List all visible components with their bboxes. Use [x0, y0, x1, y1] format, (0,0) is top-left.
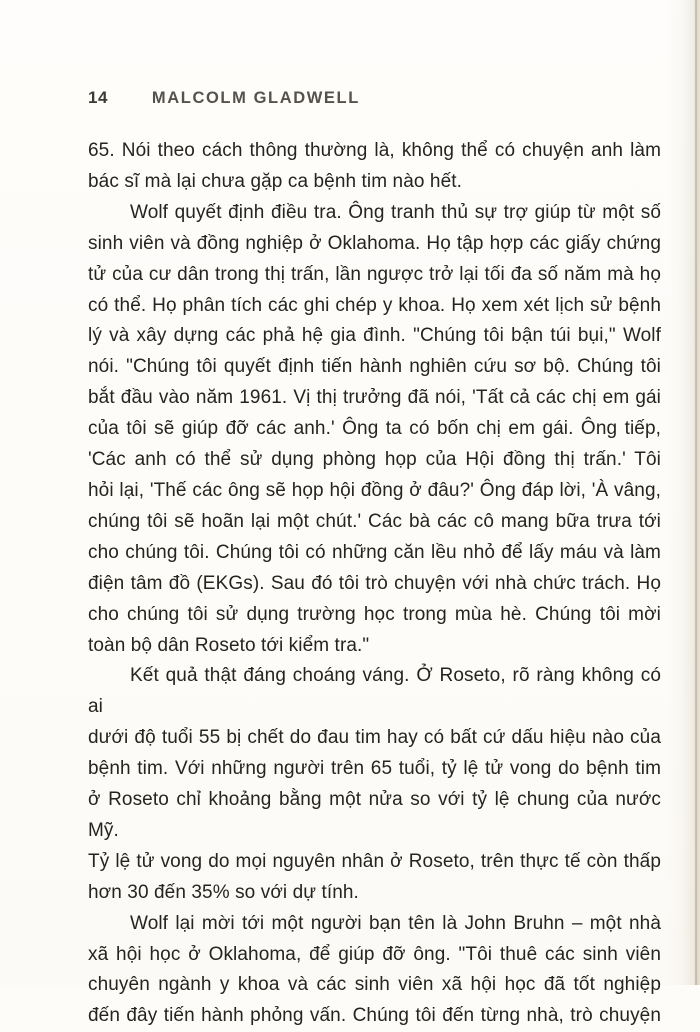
text-line: lý và xây dựng các phả hệ gia đình. "Chúng tôi bận túi bụi," Wolf — [88, 325, 661, 347]
text-line: điện tâm đồ (EKGs). Sau đó tôi trò chuyện với nhà chức trách. Họ — [88, 572, 661, 594]
text-line: sinh viên và đồng nghiệp ở Oklahoma. Họ tập hợp các giấy chứng — [88, 232, 661, 254]
text-line: nói. "Chúng tôi quyết định tiến hành nghiên cứu sơ bộ. Chúng tôi — [88, 356, 661, 378]
paragraph — [88, 661, 661, 908]
text-line: Kết quả thật đáng choáng váng. Ở Roseto, rõ ràng không có ai — [88, 665, 661, 718]
text-line: của tôi sẽ giúp đỡ các anh.' Ông ta có bốn chị em gái. Ông tiếp, — [88, 418, 661, 440]
running-header-author: MALCOLM GLADWELL — [151, 89, 360, 107]
text-line: 'Các anh có thể sử dụng phòng họp của Hội đồng thị trấn.' Tôi — [88, 449, 661, 471]
page-edge-line — [695, 0, 697, 985]
text-line: bác sĩ mà lại chưa gặp ca bệnh tim nào hết. — [88, 170, 463, 192]
text-line: chúng tôi sẽ hoãn lại một chút.' Các bà các cô mang bữa trưa tới — [88, 510, 661, 532]
text-line: bệnh tim. Với những người trên 65 tuổi, tỷ lệ tử vong do bệnh tim — [88, 758, 661, 780]
page-number: 14 — [88, 88, 108, 107]
text-line: cho chúng tôi. Chúng tôi có những căn lều nhỏ để lấy máu và làm — [88, 541, 661, 563]
text-line: toàn bộ dân Roseto tới kiểm tra." — [88, 634, 370, 656]
text-line: xã hội học ở Oklahoma, để giúp đỡ ông. "Tôi thuê các sinh viên — [88, 943, 661, 965]
text-line: bắt đầu vào năm 1961. Vị thị trưởng đã nói, 'Tất cả các chị em gái — [88, 387, 661, 409]
text-line: dưới độ tuổi 55 bị chết do đau tim hay có bất cứ dấu hiệu nào của — [88, 727, 661, 749]
paragraph — [88, 136, 661, 198]
text-line: 65. Nói theo cách thông thường là, không thể có chuyện anh làm — [88, 140, 661, 161]
page-edge-shadow — [666, 0, 700, 985]
page-body — [88, 136, 661, 1032]
text-line: ở Roseto chỉ khoảng bằng một nửa so với tỷ lệ chung của nước Mỹ. — [88, 789, 661, 841]
text-line: hơn 30 đến 35% so với dự tính. — [88, 881, 359, 903]
text-line: Wolf quyết định điều tra. Ông tranh thủ sự trợ giúp từ một số — [130, 201, 661, 223]
text-line: hỏi lại, 'Thế các ông sẽ họp hội đồng ở đâu?' Ông đáp lời, 'À vâng, — [88, 479, 661, 501]
text-line: tử của cư dân trong thị trấn, lần ngược trở lại tối đa số năm mà họ — [88, 263, 661, 285]
running-header — [88, 88, 660, 108]
text-line: Wolf lại mời tới một người bạn tên là John Bruhn – một nhà — [130, 912, 661, 934]
text-line: chuyên ngành y khoa và các sinh viên xã hội học đã tốt nghiệp — [88, 974, 661, 996]
paragraph — [88, 198, 661, 662]
text-line: cho chúng tôi sử dụng trường học trong mùa hè. Chúng tôi mời — [88, 603, 661, 625]
text-line: Tỷ lệ tử vong do mọi nguyên nhân ở Roseto, trên thực tế còn thấp — [88, 850, 661, 872]
text-line: đến đây tiến hành phỏng vấn. Chúng tôi đến từng nhà, trò chuyện — [88, 1005, 661, 1027]
text-line: có thể. Họ phân tích các ghi chép y khoa. Họ xem xét lịch sử bệnh — [88, 294, 661, 316]
paragraph — [88, 909, 661, 1032]
